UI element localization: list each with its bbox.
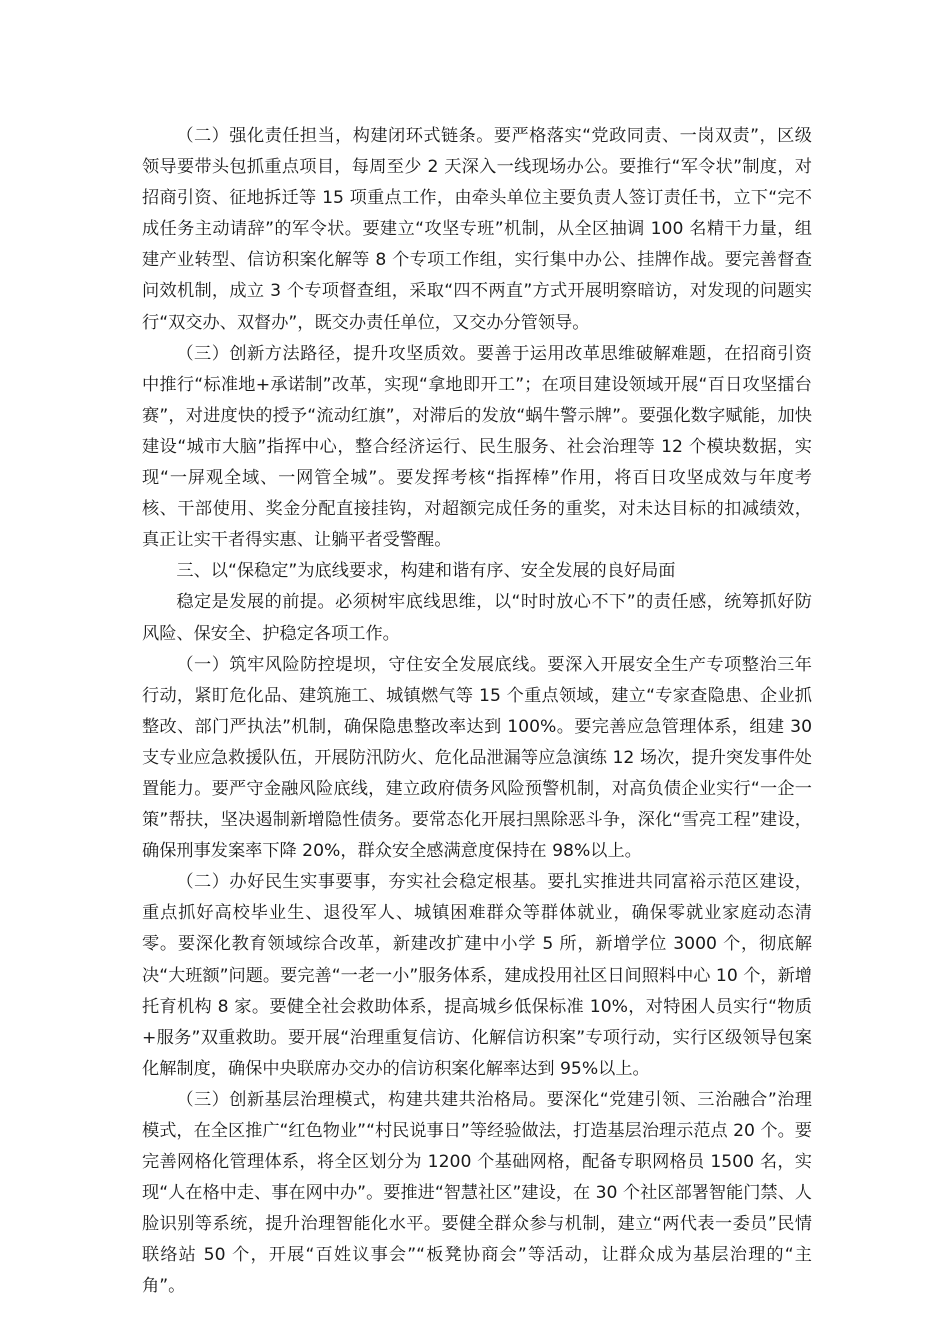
paragraph-livelihood: （二）办好民生实事要事，夯实社会稳定根基。要扎实推进共同富裕示范区建设，重点抓好高校毕业生、退役军人、城镇困难群众等群体就业，确保零就业家庭动态清零。要深化教育领域综合改革，新建改扩建中小学 5 所，新增学位 3000 个，彻底解决“大班额”问题。要完善“一老一小”服务体系，建成投用社区日间照料中心 10 个，新增托育机构 8 家。要健全社会救助体系，提高城乡低保标准 10%，对特困人员实行“物质+服务”双重救助。要开展“治理重复信访、化解信访积案”专项行动，实行区级领导包案化解制度，确保中央联席办交办的信访积案化解率达到 95%以上。 — [142, 872, 812, 1079]
paragraph-responsibility: （二）强化责任担当，构建闭环式链条。要严格落实“党政同责、一岗双责”，区级领导要带头包抓重点项目，每周至少 2 天深入一线现场办公。要推行“军令状”制度，对招商引资、征地拆迁等 15 项重点工作，由牵头单位主要负责人签订责任书，立下“完不成任务主动请辞”的军令状。要建立“攻坚专班”机制，从全区抽调 100 名精干力量，组建产业转型、信访积案化解等 8 个专项工作组，实行集中办公、挂牌作战。要完善督查问效机制，成立 3 个专项督查组，采取“四不两直”方式开展明察暗访，对发现的问题实行“双交办、双督办”，既交办责任单位，又交办分管领导。 — [142, 126, 812, 333]
paragraph-grassroots-governance: （三）创新基层治理模式，构建共建共治格局。要深化“党建引领、三治融合”治理模式，在全区推广“红色物业”“村民说事日”等经验做法，打造基层治理示范点 20 个。要完善网格化管理体系，将全区划分为 1200 个基础网格，配备专职网格员 1500 名，实现“人在格中走、事在网中办”。要推进“智慧社区”建设，在 30 个社区部署智能门禁、人脸识别等系统，提升治理智能化水平。要健全群众参与机制，建立“两代表一委员”民情联络站 50 个，开展“百姓议事会”“板凳协商会”等活动，让群众成为基层治理的“主角”。 — [142, 1089, 812, 1297]
paragraph-methods: （三）创新方法路径，提升攻坚质效。要善于运用改革思维破解难题，在招商引资中推行“标准地+承诺制”改革，实现“拿地即开工”；在项目建设领域开展“百日攻坚擂台赛”，对进度快的授予“流动红旗”，对滞后的发放“蜗牛警示牌”。要强化数字赋能，加快建设“城市大脑”指挥中心，整合经济运行、民生服务、社会治理等 12 个模块数据，实现“一屏观全域、一网管全城”。要发挥考核“指挥棒”作用，将百日攻坚成效与年度考核、干部使用、奖金分配直接挂钩，对超额完成任务的重奖，对未达目标的扣减绩效，真正让实干者得实惠、让躺平者受警醒。 — [142, 343, 812, 551]
document-body — [142, 121, 812, 1303]
section-heading-stability: 三、以“保稳定”为底线要求，构建和谐有序、安全发展的良好局面 — [176, 561, 676, 582]
section-intro: 稳定是发展的前提。必须树牢底线思维，以“时时放心不下”的责任感，统筹抓好防风险、保安全、护稳定各项工作。 — [142, 592, 812, 644]
paragraph-risk-control: （一）筑牢风险防控堤坝，守住安全发展底线。要深入开展安全生产专项整治三年行动，紧盯危化品、建筑施工、城镇燃气等 15 个重点领域，建立“专家查隐患、企业抓整改、部门严执法”机制，确保隐患整改率达到 100%。要完善应急管理体系，组建 30 支专业应急救援队伍，开展防汛防火、危化品泄漏等应急演练 12 场次，提升突发事件处置能力。要严守金融风险底线，建立政府债务风险预警机制，对高负债企业实行“一企一策”帮扶，坚决遏制新增隐性债务。要常态化开展扫黑除恶斗争，深化“雪亮工程”建设，确保刑事发案率下降 20%，群众安全感满意度保持在 98%以上。 — [142, 654, 812, 862]
